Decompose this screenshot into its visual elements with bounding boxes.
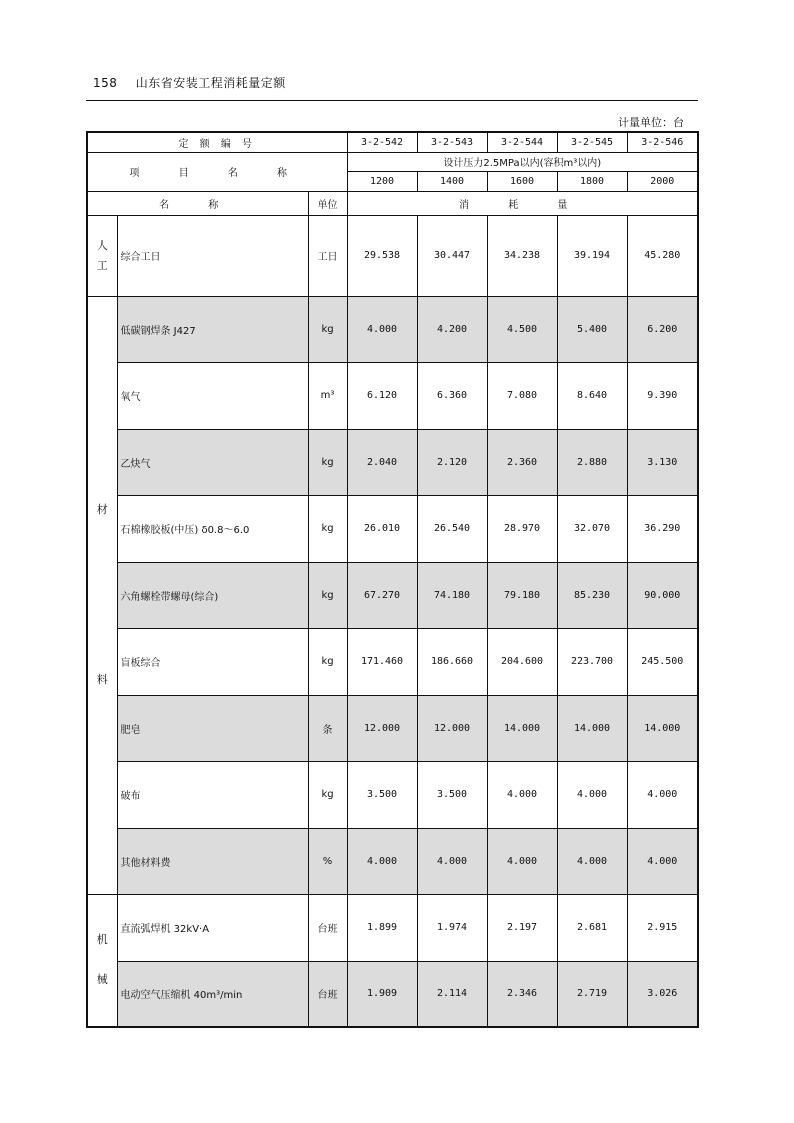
value-cell: 45.280	[627, 215, 698, 296]
value-cell: 5.400	[557, 296, 627, 362]
resource-name: 电动空气压缩机 40m³/min	[117, 961, 308, 1027]
column-header-row	[87, 191, 698, 215]
value-cell: 26.540	[417, 495, 487, 562]
category-char: 机	[96, 933, 108, 947]
material-row	[87, 362, 698, 429]
material-row	[87, 296, 698, 362]
value-cell: 12.000	[347, 695, 417, 761]
material-row	[87, 761, 698, 828]
resource-unit: 台班	[308, 961, 347, 1027]
value-cell: 3.500	[347, 761, 417, 828]
resource-unit: kg	[308, 562, 347, 628]
value-cell: 4.000	[557, 761, 627, 828]
material-row	[87, 695, 698, 761]
consumption-label: 消 耗 量	[347, 191, 698, 215]
resource-unit: kg	[308, 761, 347, 828]
value-cell: 171.460	[347, 628, 417, 695]
code-cell: 3-2-546	[627, 132, 698, 152]
category-char: 械	[96, 973, 108, 987]
code-cell: 3-2-542	[347, 132, 417, 152]
value-cell: 204.600	[487, 628, 557, 695]
category-char: 料	[96, 673, 108, 686]
code-cell: 3-2-544	[487, 132, 557, 152]
value-cell: 39.194	[557, 215, 627, 296]
codes-row	[87, 132, 698, 152]
resource-unit: 台班	[308, 894, 347, 961]
quota-table	[86, 131, 699, 1028]
value-cell: 3.026	[627, 961, 698, 1027]
value-cell: 12.000	[417, 695, 487, 761]
value-cell: 2.040	[347, 429, 417, 495]
material-row	[87, 828, 698, 894]
machine-row	[87, 961, 698, 1027]
value-cell: 74.180	[417, 562, 487, 628]
value-cell: 7.080	[487, 362, 557, 429]
material-row	[87, 429, 698, 495]
value-cell: 2.915	[627, 894, 698, 961]
resource-unit: m³	[308, 362, 347, 429]
value-cell: 30.447	[417, 215, 487, 296]
category-labor	[87, 215, 117, 296]
capacity-cell: 1600	[487, 171, 557, 191]
code-cell: 3-2-543	[417, 132, 487, 152]
value-cell: 4.000	[557, 828, 627, 894]
value-cell: 2.114	[417, 961, 487, 1027]
resource-name: 低碳钢焊条 J427	[117, 296, 308, 362]
page-header	[93, 74, 286, 91]
value-cell: 29.538	[347, 215, 417, 296]
value-cell: 186.660	[417, 628, 487, 695]
unit-note: 计量单位：台	[618, 116, 684, 129]
capacity-cell: 1800	[557, 171, 627, 191]
category-char: 材	[96, 503, 108, 516]
value-cell: 4.500	[487, 296, 557, 362]
value-cell: 3.130	[627, 429, 698, 495]
value-cell: 245.500	[627, 628, 698, 695]
value-cell: 85.230	[557, 562, 627, 628]
resource-unit: kg	[308, 429, 347, 495]
capacity-cell: 2000	[627, 171, 698, 191]
value-cell: 4.000	[347, 296, 417, 362]
value-cell: 79.180	[487, 562, 557, 628]
value-cell: 2.681	[557, 894, 627, 961]
resource-name: 盲板综合	[117, 628, 308, 695]
value-cell: 9.390	[627, 362, 698, 429]
resource-name: 其他材料费	[117, 828, 308, 894]
value-cell: 28.970	[487, 495, 557, 562]
resource-name: 破布	[117, 761, 308, 828]
value-cell: 2.120	[417, 429, 487, 495]
value-cell: 4.200	[417, 296, 487, 362]
category-char: 工	[96, 258, 108, 272]
resource-name: 石棉橡胶板(中压) δ0.8～6.0	[117, 495, 308, 562]
category-char: 人	[96, 238, 108, 252]
resource-unit: kg	[308, 628, 347, 695]
value-cell: 4.000	[627, 828, 698, 894]
material-row	[87, 495, 698, 562]
value-cell: 6.200	[627, 296, 698, 362]
value-cell: 8.640	[557, 362, 627, 429]
resource-unit: 工日	[308, 215, 347, 296]
value-cell: 2.346	[487, 961, 557, 1027]
value-cell: 6.360	[417, 362, 487, 429]
page-number: 158	[93, 76, 118, 90]
book-title: 山东省安装工程消耗量定额	[135, 76, 286, 90]
material-row	[87, 562, 698, 628]
resource-name: 综合工日	[117, 215, 308, 296]
category-machine	[87, 894, 117, 1027]
labor-row	[87, 215, 698, 296]
value-cell: 14.000	[487, 695, 557, 761]
value-cell: 2.197	[487, 894, 557, 961]
value-cell: 90.000	[627, 562, 698, 628]
value-cell: 4.000	[627, 761, 698, 828]
category-material	[87, 296, 117, 894]
value-cell: 26.010	[347, 495, 417, 562]
quota-number-label: 定 额 编 号	[87, 132, 347, 152]
resource-unit: 条	[308, 695, 347, 761]
value-cell: 2.880	[557, 429, 627, 495]
resource-name: 直流弧焊机 32kV·A	[117, 894, 308, 961]
code-cell: 3-2-545	[557, 132, 627, 152]
value-cell: 1.899	[347, 894, 417, 961]
value-cell: 67.270	[347, 562, 417, 628]
capacity-cell: 1400	[417, 171, 487, 191]
value-cell: 4.000	[347, 828, 417, 894]
value-cell: 14.000	[627, 695, 698, 761]
value-cell: 32.070	[557, 495, 627, 562]
resource-unit: kg	[308, 296, 347, 362]
unit-label: 单位	[308, 191, 347, 215]
material-row	[87, 628, 698, 695]
value-cell: 4.000	[487, 828, 557, 894]
value-cell: 4.000	[417, 828, 487, 894]
resource-name: 氧气	[117, 362, 308, 429]
resource-name: 乙炔气	[117, 429, 308, 495]
name-label: 名 称	[87, 191, 308, 215]
spec-row	[87, 152, 698, 171]
value-cell: 2.719	[557, 961, 627, 1027]
resource-unit: kg	[308, 495, 347, 562]
value-cell: 2.360	[487, 429, 557, 495]
value-cell: 1.909	[347, 961, 417, 1027]
value-cell: 4.000	[487, 761, 557, 828]
value-cell: 6.120	[347, 362, 417, 429]
value-cell: 223.700	[557, 628, 627, 695]
capacity-cell: 1200	[347, 171, 417, 191]
value-cell: 36.290	[627, 495, 698, 562]
value-cell: 14.000	[557, 695, 627, 761]
resource-name: 肥皂	[117, 695, 308, 761]
header-rule	[86, 100, 698, 101]
item-name-label: 项 目 名 称	[87, 152, 347, 191]
value-cell: 1.974	[417, 894, 487, 961]
resource-name: 六角螺栓带螺母(综合)	[117, 562, 308, 628]
value-cell: 34.238	[487, 215, 557, 296]
machine-row	[87, 894, 698, 961]
spec-label: 设计压力2.5MPa以内(容积m³以内)	[347, 152, 698, 171]
resource-unit: %	[308, 828, 347, 894]
value-cell: 3.500	[417, 761, 487, 828]
